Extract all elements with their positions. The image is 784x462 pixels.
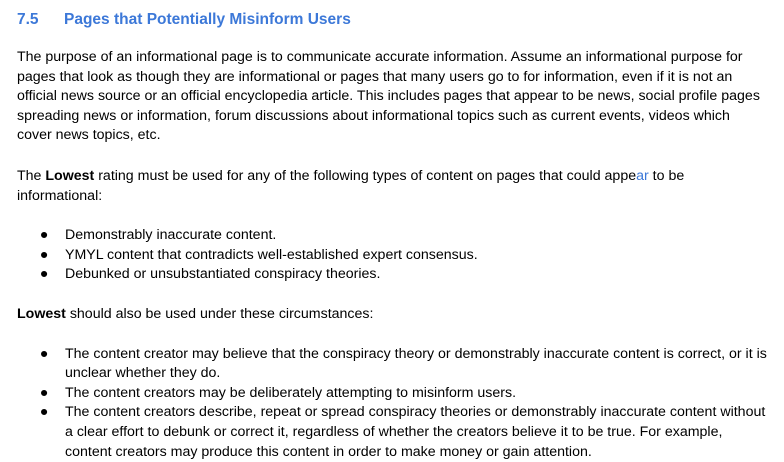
circumstances-bold: Lowest (17, 305, 66, 322)
lowest-rule-text-a: rating must be used for any of the following types of content on pages that could appe (94, 167, 637, 184)
bullet-icon: ● (39, 384, 49, 401)
section-heading (17, 10, 767, 30)
list-item (17, 403, 767, 462)
bullet-icon: ● (39, 345, 49, 362)
list-item-text: The content creators may be deliberately attempting to misinform users. (65, 384, 517, 401)
bullet-icon: ● (39, 266, 49, 283)
lowest-rule-prefix: The (17, 167, 46, 184)
list-item-text: Demonstrably inaccurate content. (65, 227, 277, 244)
circumstances-intro-text: should also be used under these circumstances: (65, 305, 374, 322)
list-item (17, 246, 767, 266)
circumstances-list (17, 345, 767, 462)
bullet-icon: ● (39, 246, 49, 263)
list-item-text: The content creator may believe that the conspiracy theory or demonstrably inaccurate content is correct, or it is unclear whether they do. (65, 345, 767, 382)
list-item (17, 384, 767, 404)
circumstances-intro (17, 305, 767, 325)
section-title: Pages that Potentially Misinform Users (64, 11, 351, 28)
section-number: 7.5 (17, 11, 39, 28)
content-types-list (17, 226, 767, 285)
list-item (17, 345, 767, 384)
document-page (17, 10, 767, 462)
lowest-rule-text-b: to be informational: (17, 167, 685, 204)
bullet-icon: ● (39, 404, 49, 421)
list-item-text: YMYL content that contradicts well-established expert consensus. (65, 246, 478, 263)
list-item (17, 226, 767, 246)
text-cursor-highlight: ar (636, 167, 649, 184)
list-item-text: The content creators describe, repeat or spread conspiracy theories or demonstrably inaccurate content without a clear effort to debunk or correct it, regardless of whether the creators believe it to be true. For example, content creators may produce this content in order to make money or gain attention. (65, 404, 766, 460)
lowest-rule-bold: Lowest (45, 167, 95, 184)
list-item (17, 265, 767, 285)
lowest-rule-paragraph (17, 167, 767, 206)
intro-paragraph: The purpose of an informational page is to communicate accurate information. Assume an informational purpose for pages that look as though they are informational or pages that many users go to for information, even if it is not an official news source or an official encyclopedia article. This includes pages that appear to be news, social profile pages spreading news or information, forum discussions about informational topics such as current events, videos which cover news topics, etc. (17, 49, 760, 144)
bullet-icon: ● (39, 227, 49, 244)
list-item-text: Debunked or unsubstantiated conspiracy theories. (65, 266, 381, 283)
